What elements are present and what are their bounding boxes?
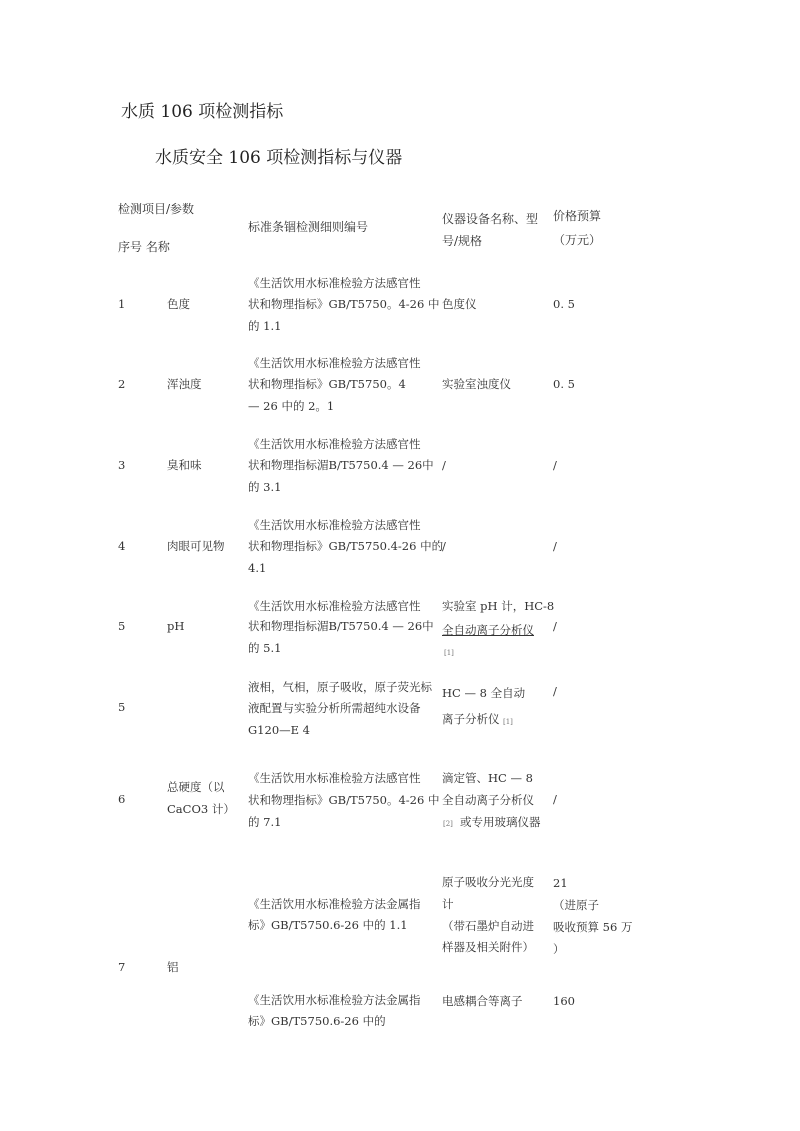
row-instrument-line: 样器及相关附件） [442,940,534,954]
row-instrument-line: 离子分析仪 [442,712,500,726]
row-price-line: 21 [553,876,568,890]
row-standard-line: 的 5.1 [248,641,282,655]
row-price: / [553,792,557,806]
row-name-line: 总硬度（以 [167,780,225,794]
row-price-line: 吸收预算 56 万 [553,920,633,934]
row-instrument: 电感耦合等离子 [442,994,523,1008]
row-price: / [553,619,557,633]
row-instrument: 实验室浊度仪 [442,377,511,391]
row-standard-line: 《生活饮用水标准检验方法感官性 [248,276,421,290]
row-price-line: （进原子 [553,898,599,912]
row-instrument: / [442,458,446,472]
row-name: 肉眼可见物 [167,539,225,553]
row-standard-line: 液相，气相，原子吸收，原子荧光标 [248,680,432,694]
footnote-marker: [2] [443,820,453,828]
row-standard-line: — 26 中的 2。1 [248,399,335,413]
row-number: 3 [118,458,126,472]
row-instrument-line: 原子吸收分光光度 [442,875,534,889]
row-standard-line: 《生活饮用水标准检验方法金属指 [248,993,421,1007]
row-standard-line: 状和物理指标》GB/T5750.4-26 中的 [248,539,444,553]
row-standard-line: 的 1.1 [248,319,282,333]
header-item-param: 检测项目/参数 [118,202,195,216]
header-price-line2: （万元） [553,233,602,247]
row-number: 2 [118,377,126,391]
row-standard-line: 标》GB/T5750.6-26 中的 1.1 [248,918,408,932]
header-instrument-line2: 号/规格 [442,234,483,248]
row-standard-line: 状和物理指标》GB/T5750。4-26 中 [248,297,440,311]
row-standard-line: 4.1 [248,561,267,575]
row-instrument-line: 全自动离子分析仪 [442,623,534,637]
row-standard-line: 《生活饮用水标准检验方法感官性 [248,437,421,451]
row-price: / [553,458,557,472]
row-standard-line: 的 7.1 [248,815,282,829]
row-standard-line: 状和物理指标湄B/T5750.4 — 26中 [248,458,434,472]
row-number: 1 [118,297,126,311]
row-standard-line: 状和物理指标湄B/T5750.4 — 26中 [248,619,434,633]
row-standard-line: 《生活饮用水标准检验方法感官性 [248,518,421,532]
row-price: 0. 5 [553,297,575,311]
row-name-line: CaCO3 计） [167,802,235,816]
row-number: 5 [118,619,126,633]
row-standard-line: 《生活饮用水标准检验方法金属指 [248,897,421,911]
row-standard-line: 《生活饮用水标准检验方法感官性 [248,356,421,370]
row-standard-line: 液配置与实验分析所需超纯水设备 [248,701,421,715]
row-price: / [553,539,557,553]
document-title: 水质 106 项检测指标 [121,102,284,122]
row-standard-line: G120—E 4 [248,723,311,737]
row-price: / [553,684,557,698]
row-instrument-line: 或专用玻璃仪器 [460,815,541,829]
row-number: 5 [118,700,126,714]
row-instrument-line: （带石墨炉自动进 [442,919,534,933]
row-standard-line: 《生活饮用水标准检验方法感官性 [248,771,421,785]
row-name: 浑浊度 [167,377,202,391]
row-name: pH [167,619,185,633]
row-standard-line: 标》GB/T5750.6-26 中的 [248,1014,386,1028]
row-price: 160 [553,994,575,1008]
row-name: 铝 [167,960,179,974]
row-instrument-line: 全自动离子分析仪 [442,793,534,807]
document-subtitle: 水质安全 106 项检测指标与仪器 [155,148,403,168]
row-price: 0. 5 [553,377,575,391]
header-instrument-line1: 仪器设备名称、型 [442,212,539,226]
row-number: 6 [118,792,126,806]
row-number: 4 [118,539,126,553]
footnote-marker: [1] [503,718,513,726]
row-instrument: / [442,539,446,553]
row-standard-line: 《生活饮用水标准检验方法感官性 [248,599,421,613]
row-number: 7 [118,960,126,974]
header-seq-name: 序号 名称 [118,240,170,254]
footnote-marker: [1] [444,649,454,657]
row-instrument-line: 滴定管、HC — 8 [442,771,533,785]
row-price-line: ） [553,942,565,956]
header-standard: 标准条锢检测细则编号 [248,220,369,234]
row-standard-line: 状和物理指标》GB/T5750。4 [248,377,406,391]
row-instrument-line: 实验室 pH 计，HC-8 [442,599,555,613]
row-standard-line: 的 3.1 [248,480,282,494]
header-price-line1: 价格预算 [553,209,602,223]
row-instrument: 色度仪 [442,297,477,311]
row-instrument-line: 计 [442,897,454,911]
row-name: 臭和味 [167,458,202,472]
row-name: 色度 [167,297,190,311]
row-instrument-line: HC — 8 全自动 [442,686,526,700]
row-standard-line: 状和物理指标》GB/T5750。4-26 中 [248,793,440,807]
